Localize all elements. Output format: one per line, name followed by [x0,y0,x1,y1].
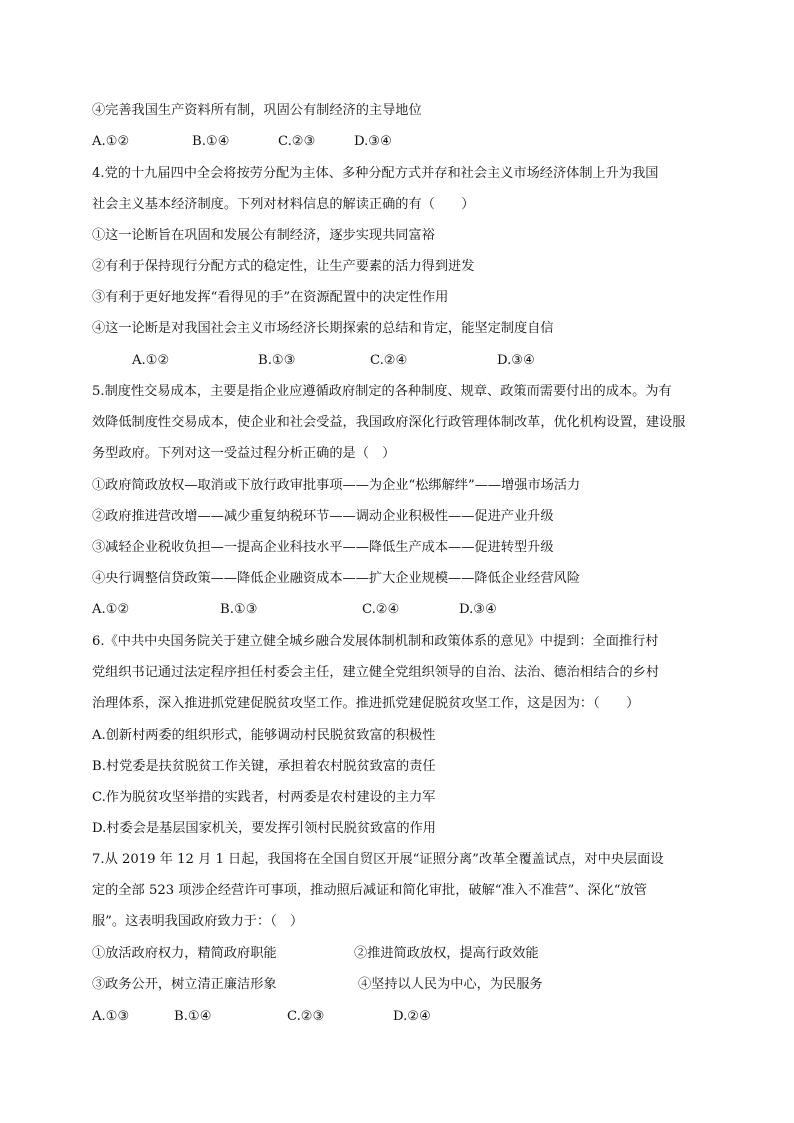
q6-stem-line-1: 6.《中共中央国务院关于建立健全城乡融合发展体制机制和政策体系的意见》中提到：全面推行村 [92,634,659,649]
q4-option-a: A.①② [132,353,170,368]
q7-items-row-1 [92,945,712,963]
q6-option-c: C.作为脱贫攻坚举措的实践者，村两委是农村建设的主力军 [92,790,436,805]
q7-stem-line-3: 服”。这表明我国政府致力于：（ ） [92,914,304,929]
q6-option-b: B.村党委是扶贫脱贫工作关键，承担着农村脱贫致富的责任 [92,759,436,774]
q7-option-d: D.②④ [393,1009,431,1024]
q3-option-b: B.①④ [192,134,230,149]
q6-option-a: A.创新村两委的组织形式，能够调动村民脱贫致富的积极性 [92,728,436,743]
q3-option-c: C.②③ [278,134,316,149]
q5-options [92,601,712,619]
q7-option-c: C.②③ [287,1009,325,1024]
q4-option-b: B.①③ [258,353,296,368]
q5-option-b: B.①③ [220,602,258,617]
q7-items-row-2 [92,976,712,994]
q3-option-d: D.③④ [354,134,392,149]
q4-item-1: ①这一论断旨在巩固和发展公有制经济，逐步实现共同富裕 [92,228,435,243]
q7-option-b: B.①④ [174,1009,212,1024]
q5-option-a: A.①② [92,602,130,617]
q4-item-2: ②有利于保持现行分配方式的稳定性，让生产要素的活力得到迸发 [92,259,475,274]
q4-option-d: D.③④ [497,353,535,368]
q7-item-4: ④坚持以人民为中心，为民服务 [358,977,543,992]
q5-stem-line-3: 务型政府。下列对这一受益过程分析正确的是（ ） [92,446,396,461]
q5-item-4: ④央行调整信贷政策——降低企业融资成本——扩大企业规模——降低企业经营风险 [92,571,580,586]
q6-option-d: D.村委会是基层国家机关，要发挥引领村民脱贫致富的作用 [92,821,436,836]
q4-stem-line-1: 4.党的十九届四中全会将按劳分配为主体、多种分配方式并存和社会主义市场经济体制上升为我国 [92,166,659,181]
q6-stem-line-3: 治理体系，深入推进抓党建促脱贫攻坚工作。推进抓党建促脱贫攻坚工作，这是因为：（ ） [92,696,640,711]
q4-item-4: ④这一论断是对我国社会主义市场经济长期探索的总结和肯定，能坚定制度自信 [92,321,554,336]
q4-item-3: ③有利于更好地发挥“看得见的手”在资源配置中的决定性作用 [92,290,449,305]
q7-options [92,1008,712,1026]
q7-option-a: A.①③ [92,1009,130,1024]
q5-item-2: ②政府推进营改增——减少重复纳税环节——调动企业积极性——促进产业升级 [92,509,554,524]
q4-options [132,352,752,370]
q5-option-d: D.③④ [459,602,497,617]
q7-item-1: ①放活政府权力，精简政府职能 [92,946,277,961]
q5-item-3: ③减轻企业税收负担—一提高企业科技水平——降低生产成本——促进转型升级 [92,540,554,555]
q7-item-3: ③政务公开，树立清正廉洁形象 [92,977,277,992]
q5-option-c: C.②④ [362,602,400,617]
q5-item-1: ①政府简政放权—取消或下放行政审批事项——为企业“松绑解绊”——增强市场活力 [92,478,581,493]
q5-stem-line-2: 效降低制度性交易成本，使企业和社会受益，我国政府深化行政管理体制改革，优化机构设置，建设服 [92,415,686,430]
q3-options [92,133,712,151]
q7-stem-line-2: 定的全部 523 项涉企经营许可事项，推动照后减证和简化审批，破解“准入不准营”、深化“放管 [92,883,647,898]
q3-option-a: A.①② [92,134,130,149]
q6-stem-line-2: 党组织书记通过法定程序担任村委会主任，建立健全党组织领导的自治、法治、德治相结合的乡村 [92,665,660,680]
q4-stem-line-2: 社会主义基本经济制度。下列对材料信息的解读正确的有（ ） [92,197,475,212]
q4-option-c: C.②④ [370,353,408,368]
q7-item-2: ②推进简政放权，提高行政效能 [354,946,539,961]
q7-stem-line-1: 7.从 2019 年 12 月 1 日起，我国将在全国自贸区开展“证照分离”改革全覆盖试点，对中央层面设 [92,852,664,867]
q5-stem-line-1: 5.制度性交易成本，主要是指企业应遵循政府制定的各种制度、规章、政策而需要付出的成本。为有 [92,384,672,399]
q3-item-4: ④完善我国生产资料所有制，巩固公有制经济的主导地位 [92,103,422,118]
